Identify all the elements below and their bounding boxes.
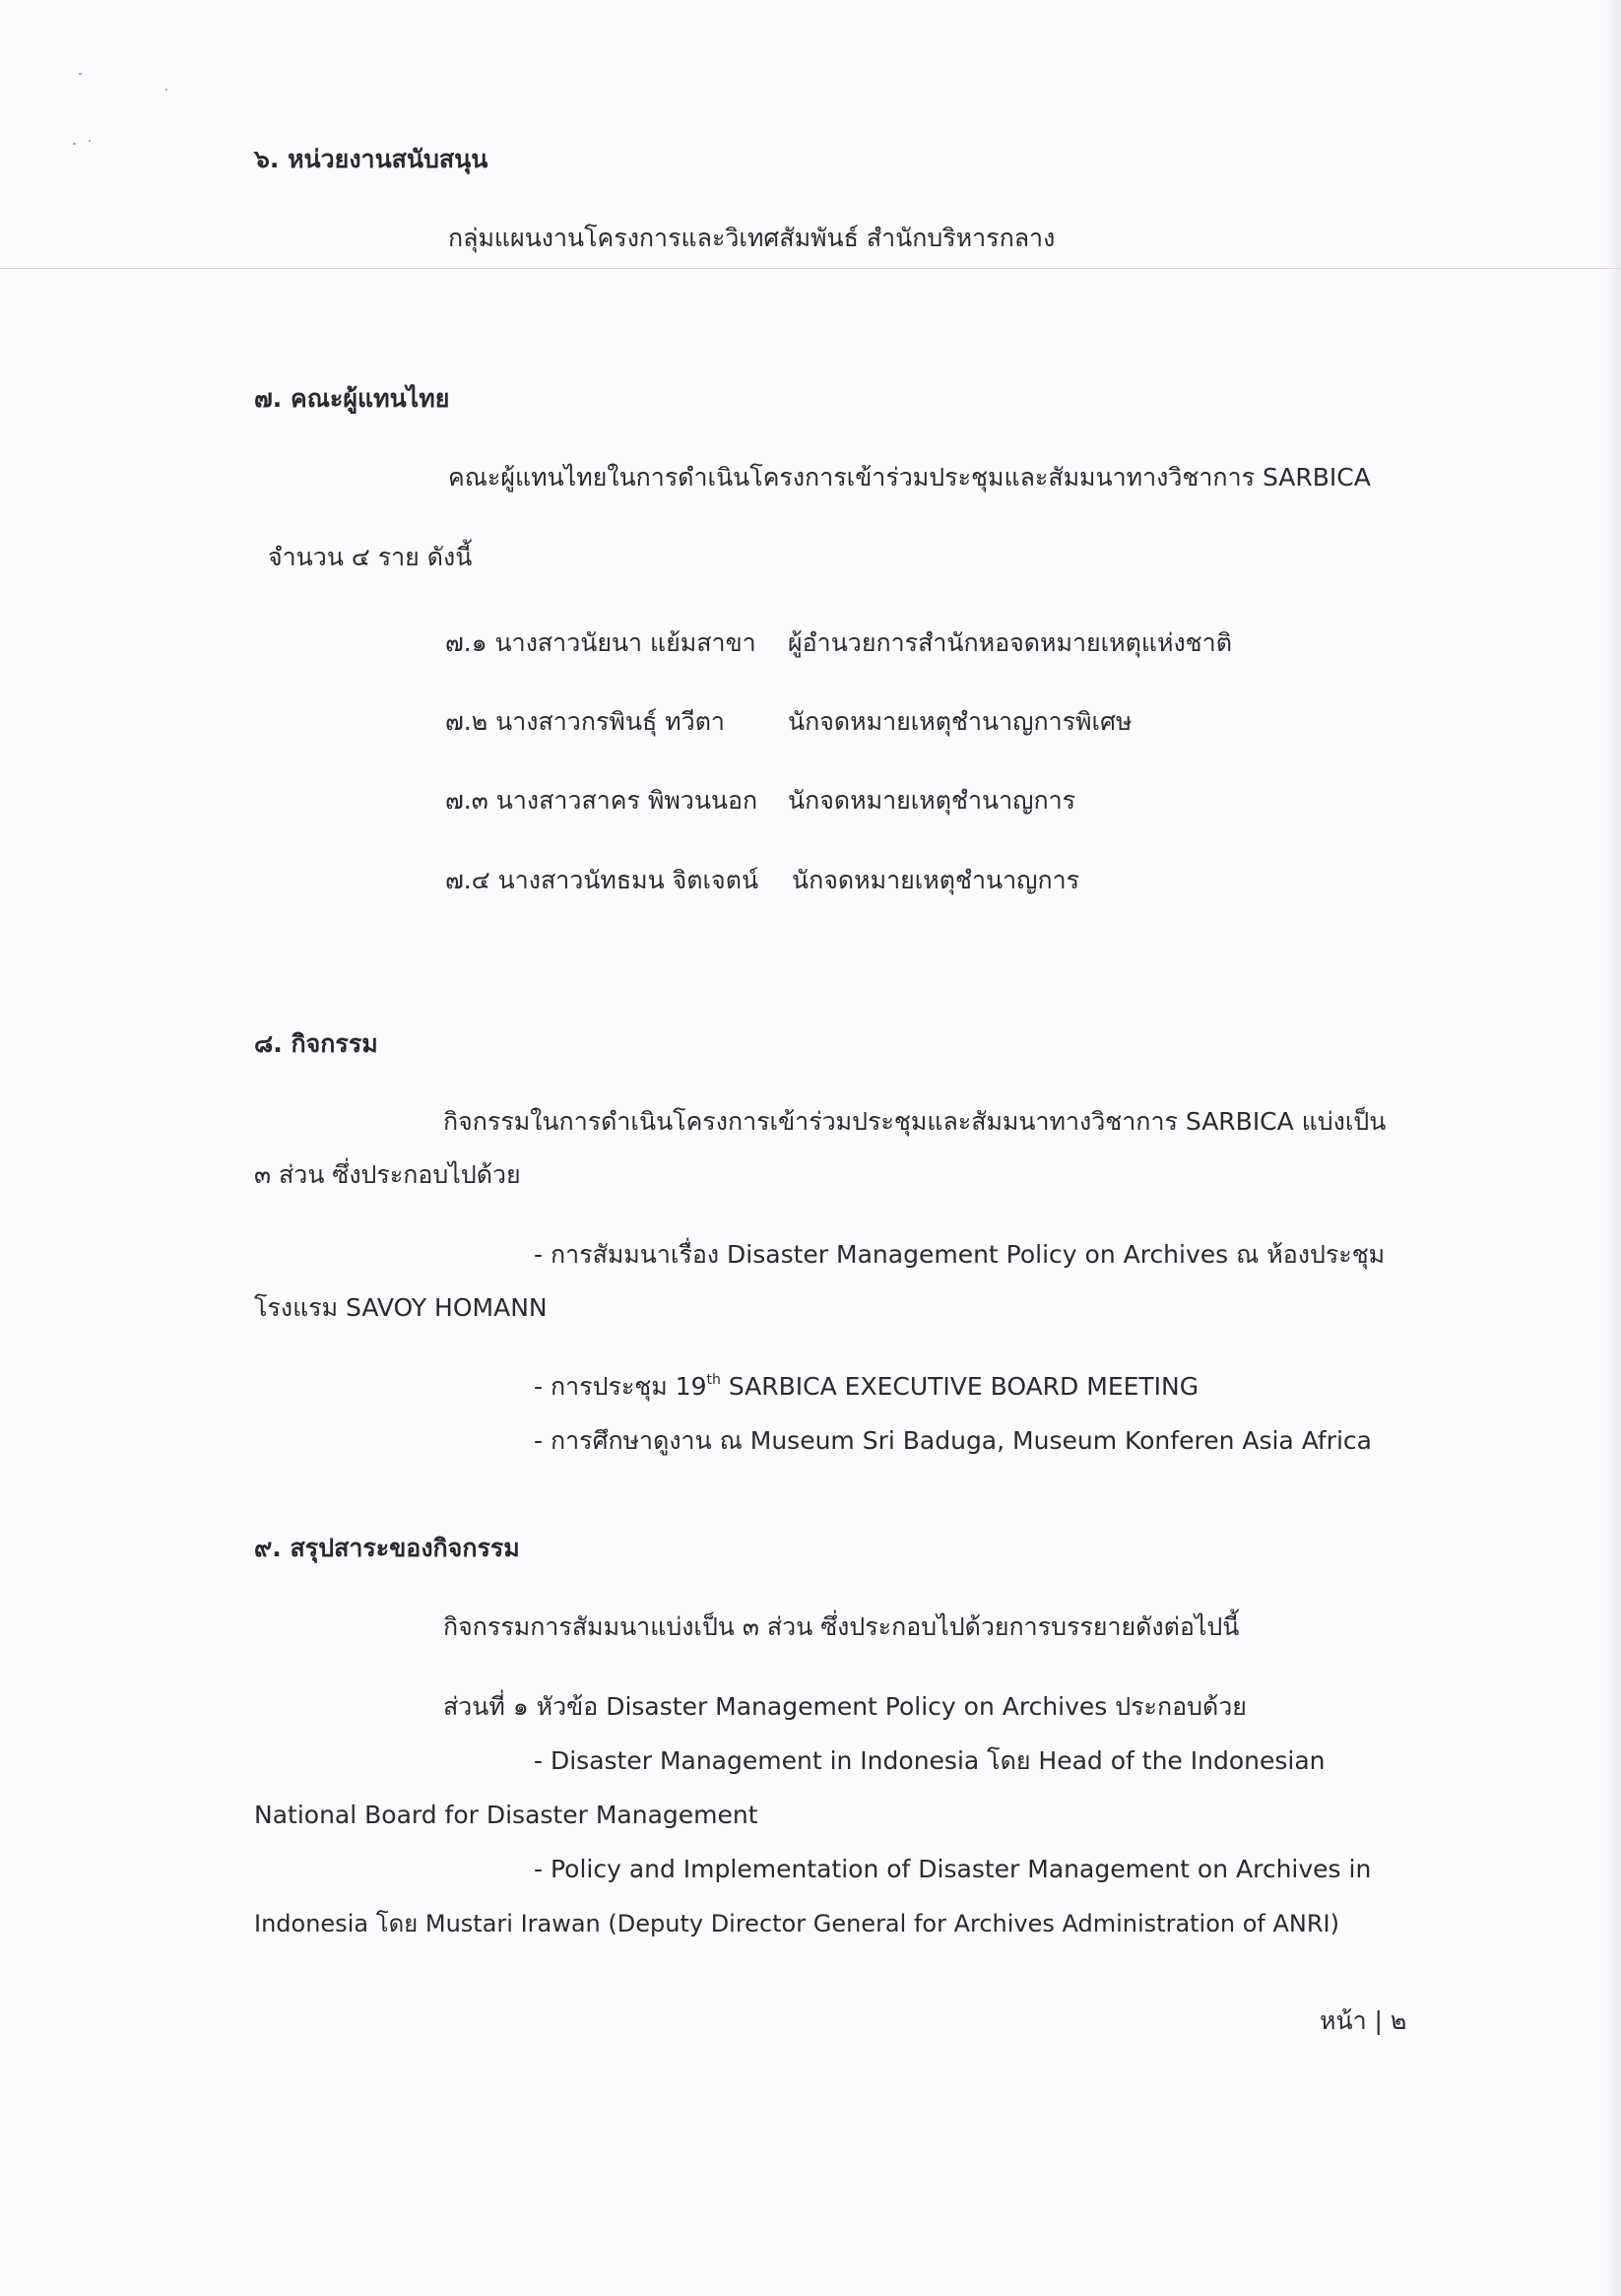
section-7-heading: ๗. คณะผู้แทนไทย xyxy=(254,384,450,413)
page-number: หน้า | ๒ xyxy=(1320,2006,1407,2035)
talk-1-line2: National Board for Disaster Management xyxy=(254,1801,758,1829)
ordinal-suffix: th xyxy=(706,1371,721,1388)
member-name: ๗.๑ นางสาวนัยนา แย้มสาขา xyxy=(445,628,756,657)
member-name: ๗.๒ นางสาวกรพินธุ์ ทวีตา xyxy=(445,707,725,736)
section-7-intro-line1: คณะผู้แทนไทยในการดำเนินโครงการเข้าร่วมประชุมและสัมมนาทางวิชาการ SARBICA xyxy=(448,463,1371,492)
section-8-intro-line2: ๓ ส่วน ซึ่งประกอบไปด้วย xyxy=(254,1160,521,1189)
section-8-heading: ๘. กิจกรรม xyxy=(254,1029,378,1058)
talk-1-line1: - Disaster Management in Indonesia โดย Head of the Indonesian xyxy=(534,1746,1326,1775)
scan-speck xyxy=(89,140,91,142)
section-7-intro-line2: จำนวน ๔ ราย ดังนี้ xyxy=(268,543,473,571)
member-position: นักจดหมายเหตุชำนาญการ xyxy=(792,866,1080,894)
activity-item-1-line2: โรงแรม SAVOY HOMANN xyxy=(254,1293,548,1322)
scan-edge-shadow xyxy=(1607,0,1621,2296)
header-rule xyxy=(0,268,1621,269)
section-9-part1: ส่วนที่ ๑ หัวข้อ Disaster Management Policy on Archives ประกอบด้วย xyxy=(443,1692,1247,1721)
section-6-body: กลุ่มแผนงานโครงการและวิเทศสัมพันธ์ สำนักบริหารกลาง xyxy=(448,224,1056,252)
section-6-heading: ๖. หน่วยงานสนับสนุน xyxy=(254,145,488,173)
scan-speck xyxy=(79,73,82,75)
member-position: นักจดหมายเหตุชำนาญการพิเศษ xyxy=(788,707,1133,736)
activity-item-1-line1: - การสัมมนาเรื่อง Disaster Management Policy on Archives ณ ห้องประชุม xyxy=(534,1240,1386,1269)
section-9-intro: กิจกรรมการสัมมนาแบ่งเป็น ๓ ส่วน ซึ่งประกอบไปด้วยการบรรยายดังต่อไปนี้ xyxy=(443,1612,1240,1641)
scan-speck xyxy=(73,143,76,145)
member-position: นักจดหมายเหตุชำนาญการ xyxy=(788,786,1076,815)
activity-item-2-pre: - การประชุม 19 xyxy=(534,1372,707,1401)
section-9-heading: ๙. สรุปสาระของกิจกรรม xyxy=(254,1534,520,1562)
section-8-intro-line1: กิจกรรมในการดำเนินโครงการเข้าร่วมประชุมและสัมมนาทางวิชาการ SARBICA แบ่งเป็น xyxy=(443,1107,1387,1136)
activity-item-3: - การศึกษาดูงาน ณ Museum Sri Baduga, Museum Konferen Asia Africa xyxy=(534,1426,1373,1455)
member-name: ๗.๓ นางสาวสาคร พิพวนนอก xyxy=(445,786,758,815)
member-name: ๗.๔ นางสาวนัทธมน จิตเจตน์ xyxy=(445,866,759,894)
activity-item-2-post: SARBICA EXECUTIVE BOARD MEETING xyxy=(720,1372,1200,1401)
member-position: ผู้อำนวยการสำนักหอจดหมายเหตุแห่งชาติ xyxy=(788,628,1232,657)
talk-2-line1: - Policy and Implementation of Disaster Management on Archives in xyxy=(534,1855,1372,1883)
scan-speck xyxy=(165,89,167,91)
talk-2-line2: Indonesia โดย Mustari Irawan (Deputy Director General for Archives Administration of ANRI) xyxy=(254,1910,1339,1937)
activity-item-2 xyxy=(534,1371,1199,1403)
